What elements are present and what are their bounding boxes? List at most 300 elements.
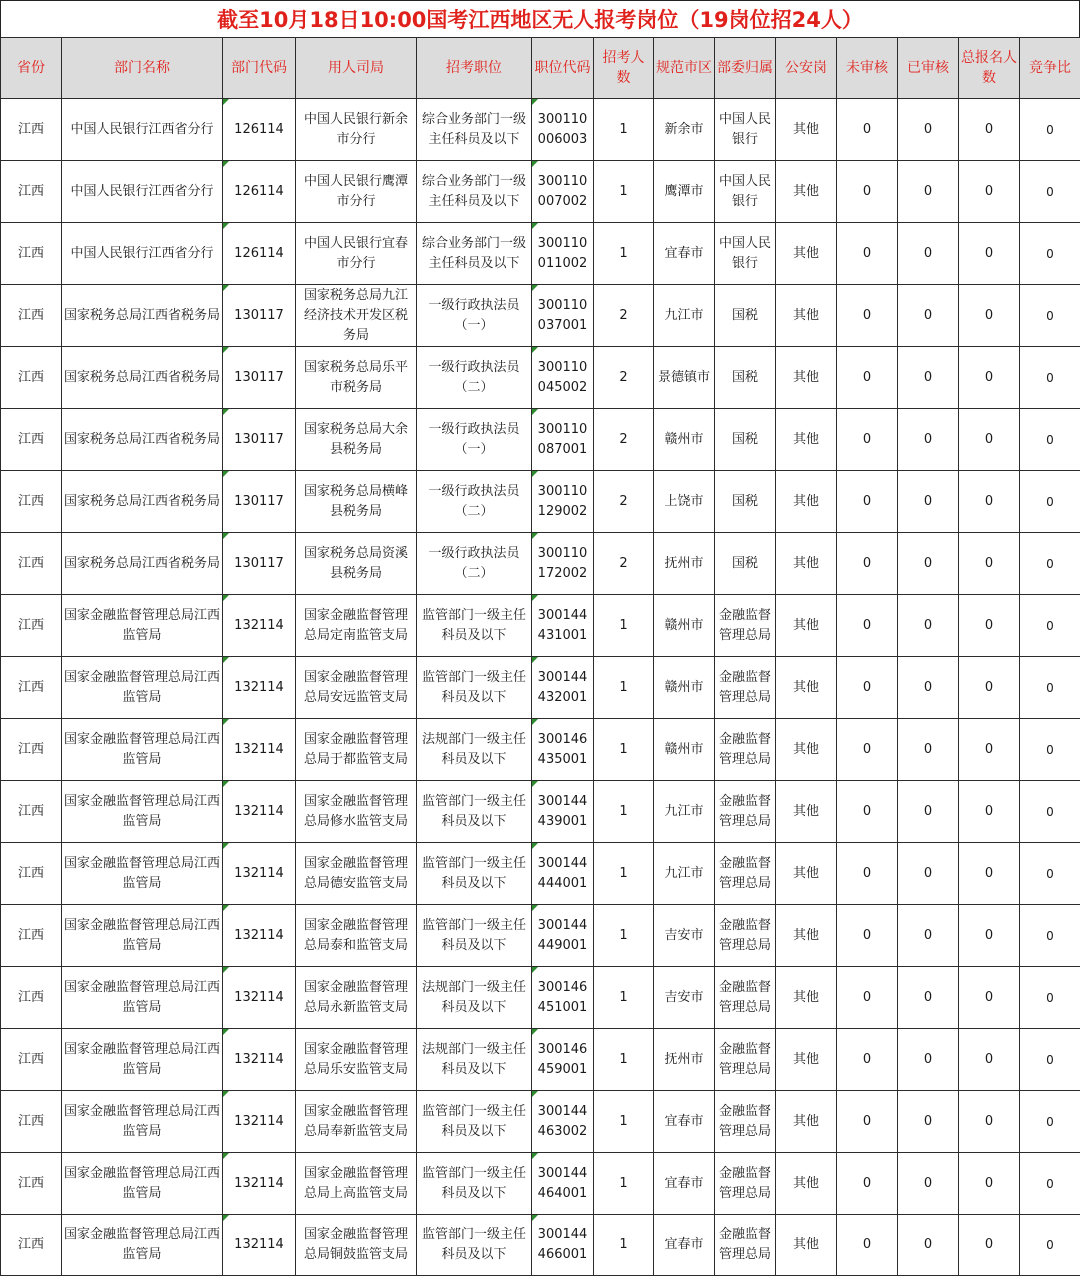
cell-recruit-count: 1	[594, 99, 654, 161]
cell-total-applicants: 0	[959, 657, 1020, 719]
cell-position: 综合业务部门一级主任科员及以下	[417, 99, 532, 161]
cell-bureau: 国家金融监督管理总局安远监管支局	[296, 657, 417, 719]
cell-department-name: 国家税务总局江西省税务局	[62, 409, 223, 471]
cell-province: 江西	[1, 1215, 62, 1276]
cell-reviewed: 0	[898, 595, 959, 657]
cell-unreviewed: 0	[837, 1215, 898, 1276]
cell-position: 监管部门一级主任科员及以下	[417, 1091, 532, 1153]
cell-competition-ratio: 0	[1020, 471, 1080, 533]
cell-city: 赣州市	[654, 657, 715, 719]
cell-unreviewed: 0	[837, 409, 898, 471]
cell-city: 九江市	[654, 285, 715, 347]
cell-bureau: 国家税务总局资溪县税务局	[296, 533, 417, 595]
cell-competition-ratio: 0	[1020, 1091, 1080, 1153]
cell-position: 一级行政执法员（一）	[417, 409, 532, 471]
cell-department-code: 126114	[223, 99, 296, 161]
table-row	[1, 657, 1080, 719]
cell-province: 江西	[1, 471, 62, 533]
cell-department-name: 国家金融监督管理总局江西监管局	[62, 905, 223, 967]
cell-city: 上饶市	[654, 471, 715, 533]
cell-ministry: 金融监督管理总局	[715, 1029, 776, 1091]
table-row	[1, 1215, 1080, 1276]
cell-department-name: 中国人民银行江西省分行	[62, 161, 223, 223]
cell-department-code: 130117	[223, 347, 296, 409]
table-row	[1, 1091, 1080, 1153]
cell-province: 江西	[1, 595, 62, 657]
cell-police-post: 其他	[776, 1091, 837, 1153]
cell-bureau: 国家税务总局大余县税务局	[296, 409, 417, 471]
cell-position-code: 300110037001	[532, 285, 594, 347]
cell-unreviewed: 0	[837, 223, 898, 285]
cell-province: 江西	[1, 657, 62, 719]
cell-department-code: 132114	[223, 595, 296, 657]
table-row	[1, 347, 1080, 409]
cell-department-name: 国家金融监督管理总局江西监管局	[62, 1153, 223, 1215]
cell-city: 九江市	[654, 781, 715, 843]
cell-recruit-count: 1	[594, 657, 654, 719]
cell-ministry: 国税	[715, 533, 776, 595]
table-row	[1, 843, 1080, 905]
cell-bureau: 国家金融监督管理总局奉新监管支局	[296, 1091, 417, 1153]
cell-province: 江西	[1, 1091, 62, 1153]
cell-unreviewed: 0	[837, 1029, 898, 1091]
cell-department-name: 国家金融监督管理总局江西监管局	[62, 719, 223, 781]
cell-reviewed: 0	[898, 223, 959, 285]
cell-position: 监管部门一级主任科员及以下	[417, 657, 532, 719]
cell-department-code: 132114	[223, 1215, 296, 1276]
cell-unreviewed: 0	[837, 533, 898, 595]
cell-total-applicants: 0	[959, 409, 1020, 471]
cell-position: 一级行政执法员（一）	[417, 285, 532, 347]
cell-competition-ratio: 0	[1020, 595, 1080, 657]
cell-position: 一级行政执法员（二）	[417, 471, 532, 533]
cell-reviewed: 0	[898, 719, 959, 781]
cell-position-code: 300146451001	[532, 967, 594, 1029]
cell-province: 江西	[1, 533, 62, 595]
cell-department-code: 132114	[223, 905, 296, 967]
header-police-post: 公安岗	[776, 38, 837, 99]
cell-police-post: 其他	[776, 1029, 837, 1091]
cell-position-code: 300110007002	[532, 161, 594, 223]
table-row	[1, 533, 1080, 595]
cell-department-name: 国家金融监督管理总局江西监管局	[62, 1091, 223, 1153]
cell-city: 宜春市	[654, 1153, 715, 1215]
header-department-code: 部门代码	[223, 38, 296, 99]
cell-bureau: 中国人民银行新余市分行	[296, 99, 417, 161]
cell-department-name: 中国人民银行江西省分行	[62, 223, 223, 285]
cell-total-applicants: 0	[959, 967, 1020, 1029]
cell-department-code: 132114	[223, 1029, 296, 1091]
cell-city: 宜春市	[654, 1215, 715, 1276]
table-row	[1, 595, 1080, 657]
cell-competition-ratio: 0	[1020, 409, 1080, 471]
header-ministry: 部委归属	[715, 38, 776, 99]
cell-position-code: 300144449001	[532, 905, 594, 967]
table-row	[1, 1029, 1080, 1091]
cell-position: 法规部门一级主任科员及以下	[417, 967, 532, 1029]
cell-position-code: 300144444001	[532, 843, 594, 905]
cell-department-code: 132114	[223, 719, 296, 781]
cell-competition-ratio: 0	[1020, 223, 1080, 285]
cell-total-applicants: 0	[959, 1153, 1020, 1215]
cell-bureau: 国家金融监督管理总局铜鼓监管支局	[296, 1215, 417, 1276]
cell-unreviewed: 0	[837, 1153, 898, 1215]
cell-competition-ratio: 0	[1020, 719, 1080, 781]
cell-ministry: 金融监督管理总局	[715, 719, 776, 781]
cell-ministry: 金融监督管理总局	[715, 1091, 776, 1153]
cell-competition-ratio: 0	[1020, 967, 1080, 1029]
cell-province: 江西	[1, 1029, 62, 1091]
cell-city: 景德镇市	[654, 347, 715, 409]
cell-competition-ratio: 0	[1020, 905, 1080, 967]
header-total-applicants: 总报名人数	[959, 38, 1020, 99]
cell-ministry: 国税	[715, 471, 776, 533]
cell-competition-ratio: 0	[1020, 1153, 1080, 1215]
cell-city: 九江市	[654, 843, 715, 905]
cell-competition-ratio: 0	[1020, 781, 1080, 843]
cell-ministry: 中国人民银行	[715, 223, 776, 285]
cell-department-code: 130117	[223, 471, 296, 533]
cell-ministry: 国税	[715, 285, 776, 347]
cell-competition-ratio: 0	[1020, 533, 1080, 595]
cell-department-name: 国家金融监督管理总局江西监管局	[62, 1215, 223, 1276]
cell-position-code: 300110011002	[532, 223, 594, 285]
cell-position: 监管部门一级主任科员及以下	[417, 905, 532, 967]
cell-police-post: 其他	[776, 967, 837, 1029]
cell-city: 赣州市	[654, 719, 715, 781]
cell-position: 法规部门一级主任科员及以下	[417, 719, 532, 781]
cell-ministry: 金融监督管理总局	[715, 595, 776, 657]
cell-position-code: 300146459001	[532, 1029, 594, 1091]
table-row	[1, 781, 1080, 843]
cell-province: 江西	[1, 719, 62, 781]
header-reviewed: 已审核	[898, 38, 959, 99]
cell-position-code: 300110172002	[532, 533, 594, 595]
table-row	[1, 223, 1080, 285]
cell-position: 综合业务部门一级主任科员及以下	[417, 161, 532, 223]
cell-position: 监管部门一级主任科员及以下	[417, 595, 532, 657]
cell-unreviewed: 0	[837, 967, 898, 1029]
cell-department-name: 国家税务总局江西省税务局	[62, 533, 223, 595]
cell-recruit-count: 1	[594, 719, 654, 781]
cell-police-post: 其他	[776, 161, 837, 223]
cell-department-code: 130117	[223, 533, 296, 595]
table-row	[1, 905, 1080, 967]
cell-recruit-count: 2	[594, 285, 654, 347]
cell-position-code: 300144466001	[532, 1215, 594, 1276]
cell-competition-ratio: 0	[1020, 1029, 1080, 1091]
cell-city: 抚州市	[654, 1029, 715, 1091]
cell-bureau: 国家金融监督管理总局上高监管支局	[296, 1153, 417, 1215]
cell-department-code: 132114	[223, 1153, 296, 1215]
cell-province: 江西	[1, 161, 62, 223]
cell-position: 综合业务部门一级主任科员及以下	[417, 223, 532, 285]
cell-reviewed: 0	[898, 1091, 959, 1153]
cell-recruit-count: 1	[594, 843, 654, 905]
cell-total-applicants: 0	[959, 471, 1020, 533]
cell-recruit-count: 2	[594, 471, 654, 533]
cell-unreviewed: 0	[837, 347, 898, 409]
cell-position-code: 300110129002	[532, 471, 594, 533]
cell-department-code: 130117	[223, 285, 296, 347]
cell-police-post: 其他	[776, 657, 837, 719]
cell-bureau: 国家金融监督管理总局德安监管支局	[296, 843, 417, 905]
cell-position-code: 300144464001	[532, 1153, 594, 1215]
cell-recruit-count: 1	[594, 781, 654, 843]
cell-total-applicants: 0	[959, 1215, 1020, 1276]
cell-position-code: 300144431001	[532, 595, 594, 657]
cell-position: 一级行政执法员（二）	[417, 533, 532, 595]
cell-ministry: 金融监督管理总局	[715, 1215, 776, 1276]
cell-total-applicants: 0	[959, 285, 1020, 347]
cell-position: 监管部门一级主任科员及以下	[417, 781, 532, 843]
cell-city: 吉安市	[654, 967, 715, 1029]
table-body	[1, 99, 1080, 1276]
cell-city: 吉安市	[654, 905, 715, 967]
table-header-row	[1, 38, 1080, 99]
cell-province: 江西	[1, 285, 62, 347]
cell-total-applicants: 0	[959, 719, 1020, 781]
cell-bureau: 国家税务总局横峰县税务局	[296, 471, 417, 533]
header-position: 招考职位	[417, 38, 532, 99]
cell-police-post: 其他	[776, 781, 837, 843]
cell-police-post: 其他	[776, 347, 837, 409]
cell-province: 江西	[1, 967, 62, 1029]
cell-reviewed: 0	[898, 409, 959, 471]
cell-city: 宜春市	[654, 223, 715, 285]
cell-department-name: 国家税务总局江西省税务局	[62, 347, 223, 409]
cell-department-code: 126114	[223, 161, 296, 223]
cell-city: 赣州市	[654, 409, 715, 471]
cell-department-name: 国家金融监督管理总局江西监管局	[62, 843, 223, 905]
cell-unreviewed: 0	[837, 657, 898, 719]
cell-department-name: 国家金融监督管理总局江西监管局	[62, 781, 223, 843]
cell-province: 江西	[1, 347, 62, 409]
cell-ministry: 金融监督管理总局	[715, 657, 776, 719]
header-position-code: 职位代码	[532, 38, 594, 99]
cell-reviewed: 0	[898, 1153, 959, 1215]
cell-total-applicants: 0	[959, 347, 1020, 409]
cell-department-name: 中国人民银行江西省分行	[62, 99, 223, 161]
cell-position-code: 300110087001	[532, 409, 594, 471]
cell-city: 宜春市	[654, 1091, 715, 1153]
cell-reviewed: 0	[898, 471, 959, 533]
table-row	[1, 285, 1080, 347]
cell-police-post: 其他	[776, 533, 837, 595]
cell-recruit-count: 1	[594, 1091, 654, 1153]
cell-reviewed: 0	[898, 347, 959, 409]
cell-province: 江西	[1, 1153, 62, 1215]
cell-reviewed: 0	[898, 843, 959, 905]
cell-bureau: 国家税务总局九江经济技术开发区税务局	[296, 285, 417, 347]
cell-reviewed: 0	[898, 905, 959, 967]
cell-police-post: 其他	[776, 1215, 837, 1276]
cell-recruit-count: 2	[594, 347, 654, 409]
cell-unreviewed: 0	[837, 1091, 898, 1153]
cell-bureau: 国家金融监督管理总局乐安监管支局	[296, 1029, 417, 1091]
cell-province: 江西	[1, 781, 62, 843]
cell-total-applicants: 0	[959, 533, 1020, 595]
cell-unreviewed: 0	[837, 161, 898, 223]
cell-bureau: 国家金融监督管理总局修水监管支局	[296, 781, 417, 843]
cell-unreviewed: 0	[837, 471, 898, 533]
cell-reviewed: 0	[898, 161, 959, 223]
cell-reviewed: 0	[898, 285, 959, 347]
cell-ministry: 国税	[715, 409, 776, 471]
cell-department-code: 132114	[223, 781, 296, 843]
cell-position: 法规部门一级主任科员及以下	[417, 1029, 532, 1091]
cell-position-code: 300144463002	[532, 1091, 594, 1153]
cell-department-code: 132114	[223, 967, 296, 1029]
cell-competition-ratio: 0	[1020, 657, 1080, 719]
cell-total-applicants: 0	[959, 781, 1020, 843]
cell-reviewed: 0	[898, 99, 959, 161]
cell-position: 监管部门一级主任科员及以下	[417, 843, 532, 905]
cell-recruit-count: 1	[594, 1029, 654, 1091]
cell-police-post: 其他	[776, 719, 837, 781]
cell-position: 监管部门一级主任科员及以下	[417, 1215, 532, 1276]
cell-position-code: 300144432001	[532, 657, 594, 719]
cell-recruit-count: 1	[594, 1153, 654, 1215]
table-row	[1, 471, 1080, 533]
cell-recruit-count: 1	[594, 595, 654, 657]
cell-total-applicants: 0	[959, 1091, 1020, 1153]
cell-police-post: 其他	[776, 905, 837, 967]
cell-recruit-count: 1	[594, 1215, 654, 1276]
cell-department-code: 126114	[223, 223, 296, 285]
cell-bureau: 国家税务总局乐平市税务局	[296, 347, 417, 409]
page-title: 截至10月18日10:00国考江西地区无人报考岗位（19岗位招24人）	[0, 0, 1080, 37]
cell-city: 鹰潭市	[654, 161, 715, 223]
cell-recruit-count: 1	[594, 905, 654, 967]
cell-recruit-count: 1	[594, 223, 654, 285]
cell-police-post: 其他	[776, 409, 837, 471]
cell-bureau: 中国人民银行鹰潭市分行	[296, 161, 417, 223]
header-province: 省份	[1, 38, 62, 99]
cell-unreviewed: 0	[837, 285, 898, 347]
cell-total-applicants: 0	[959, 843, 1020, 905]
cell-ministry: 中国人民银行	[715, 161, 776, 223]
cell-position-code: 300110006003	[532, 99, 594, 161]
cell-department-name: 国家金融监督管理总局江西监管局	[62, 595, 223, 657]
cell-unreviewed: 0	[837, 781, 898, 843]
cell-reviewed: 0	[898, 1215, 959, 1276]
cell-province: 江西	[1, 223, 62, 285]
cell-police-post: 其他	[776, 843, 837, 905]
cell-police-post: 其他	[776, 1153, 837, 1215]
cell-recruit-count: 1	[594, 161, 654, 223]
cell-department-name: 国家金融监督管理总局江西监管局	[62, 967, 223, 1029]
cell-department-name: 国家税务总局江西省税务局	[62, 471, 223, 533]
cell-police-post: 其他	[776, 285, 837, 347]
cell-total-applicants: 0	[959, 223, 1020, 285]
cell-city: 赣州市	[654, 595, 715, 657]
cell-city: 抚州市	[654, 533, 715, 595]
cell-position: 一级行政执法员（二）	[417, 347, 532, 409]
cell-reviewed: 0	[898, 657, 959, 719]
header-department-name: 部门名称	[62, 38, 223, 99]
cell-reviewed: 0	[898, 533, 959, 595]
cell-total-applicants: 0	[959, 595, 1020, 657]
cell-police-post: 其他	[776, 99, 837, 161]
cell-department-name: 国家金融监督管理总局江西监管局	[62, 657, 223, 719]
cell-recruit-count: 2	[594, 409, 654, 471]
cell-reviewed: 0	[898, 967, 959, 1029]
cell-competition-ratio: 0	[1020, 1215, 1080, 1276]
cell-position-code: 300110045002	[532, 347, 594, 409]
cell-total-applicants: 0	[959, 99, 1020, 161]
cell-department-code: 132114	[223, 657, 296, 719]
cell-province: 江西	[1, 409, 62, 471]
cell-unreviewed: 0	[837, 595, 898, 657]
cell-department-code: 130117	[223, 409, 296, 471]
cell-position: 监管部门一级主任科员及以下	[417, 1153, 532, 1215]
table-row	[1, 99, 1080, 161]
cell-ministry: 金融监督管理总局	[715, 967, 776, 1029]
cell-police-post: 其他	[776, 595, 837, 657]
cell-police-post: 其他	[776, 223, 837, 285]
cell-ministry: 中国人民银行	[715, 99, 776, 161]
cell-position-code: 300144439001	[532, 781, 594, 843]
cell-department-code: 132114	[223, 843, 296, 905]
cell-ministry: 金融监督管理总局	[715, 905, 776, 967]
cell-competition-ratio: 0	[1020, 285, 1080, 347]
cell-reviewed: 0	[898, 1029, 959, 1091]
header-competition-ratio: 竞争比	[1020, 38, 1080, 99]
header-unreviewed: 未审核	[837, 38, 898, 99]
cell-ministry: 金融监督管理总局	[715, 1153, 776, 1215]
cell-bureau: 中国人民银行宜春市分行	[296, 223, 417, 285]
cell-bureau: 国家金融监督管理总局泰和监管支局	[296, 905, 417, 967]
table-row	[1, 1153, 1080, 1215]
cell-bureau: 国家金融监督管理总局永新监管支局	[296, 967, 417, 1029]
cell-ministry: 国税	[715, 347, 776, 409]
cell-department-code: 132114	[223, 1091, 296, 1153]
cell-department-name: 国家税务总局江西省税务局	[62, 285, 223, 347]
cell-bureau: 国家金融监督管理总局定南监管支局	[296, 595, 417, 657]
cell-ministry: 金融监督管理总局	[715, 843, 776, 905]
cell-province: 江西	[1, 843, 62, 905]
cell-unreviewed: 0	[837, 719, 898, 781]
cell-unreviewed: 0	[837, 905, 898, 967]
cell-unreviewed: 0	[837, 843, 898, 905]
cell-bureau: 国家金融监督管理总局于都监管支局	[296, 719, 417, 781]
cell-total-applicants: 0	[959, 905, 1020, 967]
cell-province: 江西	[1, 99, 62, 161]
cell-ministry: 金融监督管理总局	[715, 781, 776, 843]
vacant-positions-table	[0, 37, 1080, 1276]
cell-competition-ratio: 0	[1020, 161, 1080, 223]
table-row	[1, 161, 1080, 223]
cell-recruit-count: 2	[594, 533, 654, 595]
cell-competition-ratio: 0	[1020, 843, 1080, 905]
header-bureau: 用人司局	[296, 38, 417, 99]
cell-competition-ratio: 0	[1020, 347, 1080, 409]
table-row	[1, 967, 1080, 1029]
cell-reviewed: 0	[898, 781, 959, 843]
cell-position-code: 300146435001	[532, 719, 594, 781]
cell-police-post: 其他	[776, 471, 837, 533]
cell-competition-ratio: 0	[1020, 99, 1080, 161]
cell-city: 新余市	[654, 99, 715, 161]
cell-total-applicants: 0	[959, 1029, 1020, 1091]
cell-total-applicants: 0	[959, 161, 1020, 223]
table-row	[1, 409, 1080, 471]
header-recruit-count: 招考人数	[594, 38, 654, 99]
header-city: 规范市区	[654, 38, 715, 99]
cell-province: 江西	[1, 905, 62, 967]
cell-unreviewed: 0	[837, 99, 898, 161]
